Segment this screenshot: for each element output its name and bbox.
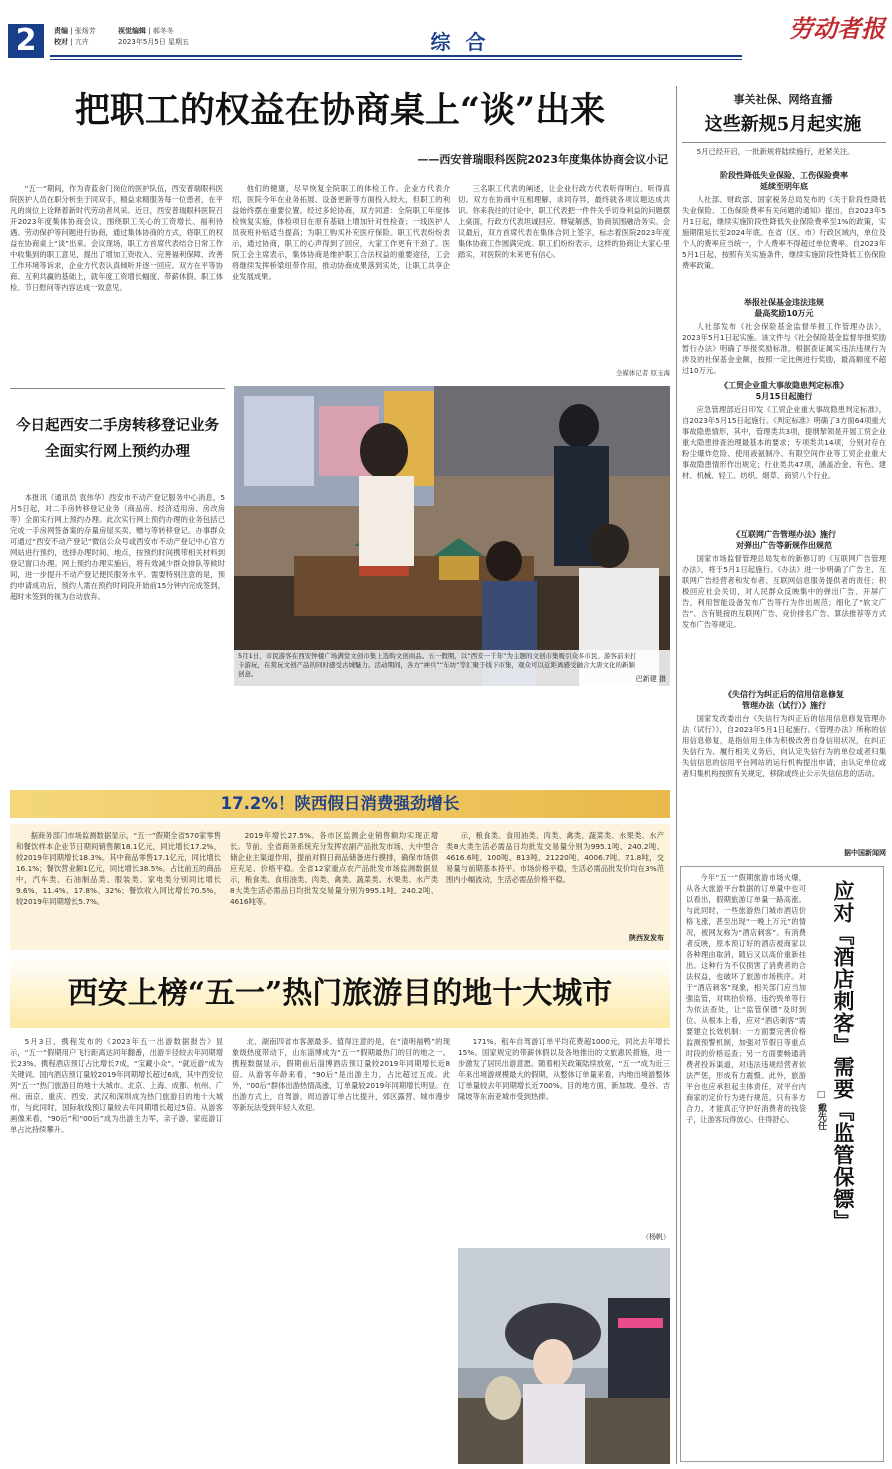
sidebar-p3-text: 应急管理部近日印发《工贸企业重大事故隐患判定标准》，自2023年5月15日起施行。《判定标准》明确了3方面64项重大事故隐患情形，其中，管理类共3项，提纲挈领是开展工贸企业重大隐患排查治理最基本的要求；专项类共14项，分别对存在粉尘爆炸危险、使用液氨制冷、有限空间作业等工贸企业重大事故隐患情形作出规定；行业类共47项，涵盖冶金、有色、建材、机械、轻工、纺织、烟草、商贸八个行业。	[682, 405, 886, 480]
lead-col-2-text: 他们的健康，尽早恢复全院职工的体检工作。企业方代表介绍，医院今年在业务拓展、设备更新等方面投入较大，但职工的利益始终摆在重要位置。经过多轮协商，双方同意：全院职工年度体检恢复实施，体检项目在原有基础上增加针对性检查；一线医护人员夜班补贴适当提高；为职工购买补充医疗保险。职工代表纷纷表示，通过协商，职工的心声得到了回应，大家工作更有干劲了。医院工会主席表示，集体协商是维护职工合法权益的重要途径，工会将继续发挥桥梁纽带作用，推动协商成果落到实处，让职工共享企业发展成果。	[232, 184, 450, 281]
opinion-author: □ 戴先任	[816, 1090, 826, 1131]
credits-block-2: 视觉编辑 | 郝冬冬 2023年5月5日 星期五	[118, 27, 189, 46]
sidebar-p5	[682, 713, 886, 845]
performer-photo	[458, 1248, 670, 1464]
story3-col-2	[230, 830, 438, 944]
paper-logo: 劳动者报	[789, 14, 885, 43]
sidebar-h4-line1: 《互联网广告管理办法》施行	[732, 530, 836, 539]
editor-name: 张炀芳	[74, 27, 96, 35]
story2-body	[10, 492, 225, 745]
sidebar-kicker: 事关社保、网络直播	[733, 93, 833, 106]
sidebar-title: 这些新规5月起实施	[704, 114, 862, 135]
lead-subtitle: ——西安普瑞眼科医院2023年度集体协商会议小记	[417, 153, 668, 166]
story4-col-1	[10, 1036, 223, 1464]
story2-top-rule	[10, 388, 225, 389]
credits-block: 责编 | 张炀芳 校对 | 亢卉	[54, 27, 96, 46]
section-name: 综 合	[430, 30, 490, 54]
market-photo	[234, 386, 670, 686]
design-name: 郝冬冬	[152, 27, 174, 35]
performer-photo-illustration	[458, 1248, 670, 1464]
sidebar-h5-line1: 《失信行为纠正后的信用信息修复	[724, 690, 844, 699]
photo-credit: 巴新建 摄	[635, 675, 666, 683]
story4-title: 西安上榜“五一”热门旅游目的地十大城市	[67, 976, 613, 1011]
proof-name: 亢卉	[74, 38, 89, 46]
sidebar-p4	[682, 553, 886, 685]
design-label: 视觉编辑	[118, 27, 146, 35]
opinion-body-text: 今年“五一”假期旅游市场火爆，从各大旅游平台数据的订单量中也可以看出，假期旅游订单量一路高涨。与此同时，一些旅游热门城市酒店价格飞涨，甚至出现“一晚上万元”的情况，被网友称为“酒店刺客”。有消费者反映，原本预订好的酒店被商家以各种理由取消，随后又以高价重新挂出。这种行为不仅损害了消费者的合法权益，也破坏了旅游市场秩序。对于“酒店刺客”现象，相关部门应当加强监管，对哄抬价格、违约毁单等行为依法查处，让“监管保镖”及时到位。从根本上看，应对“酒店刺客”需要建立长效机制：一方面要完善价格监测预警机制，加强对节假日等重点时段的价格巡查；另一方面要畅通消费者投诉渠道，对违法违规经营者依法严惩，形成有力震慑。此外，旅游平台也应承担起主体责任，对平台内商家的定价行为进行规范。只有多方合力，才能真正守护好消费者的钱袋子，让游客玩得放心、住得舒心。	[686, 873, 806, 1124]
story4-col-1-text: 5月3日，携程发布的《2023年五一出游数据报告》显示，“五一”假期用户飞行距离达同年翻番，出游半径较去年同期增长23%。携程酒店预订占比增长7成，“宝藏小众”、“就近游”成为关键词。国内酒店预订量较2019年同期增长超过6成，其中西安位列“五一”热门旅游目的地十大城市。北京、上海、成都、杭州、广州、南京、重庆、西安、武汉和深圳成为热门旅游目的地十大城市，与此同时，国际航线预订量较去年同期增长超过5倍。从游客画像来看，“90后”和“00后”成为出游主力军，亲子游、家庭游订单占比持续攀升。	[10, 1037, 223, 1134]
lead-title: 把职工的权益在协商桌上“谈”出来	[74, 90, 606, 131]
sidebar-h1-line1: 阶段性降低失业保险、工伤保险费率	[720, 171, 848, 180]
sidebar-p5-text: 国家发改委出台《失信行为纠正后的信用信息修复管理办法（试行）》，自2023年5月1日起施行。《管理办法》所称的信用信息修复，是指信用主体为积极改善自身信用状况，在纠正失信行为、履行相关义务后，向认定失信行为的单位或者归集失信信息的信用平台网站的运行机构提出申请，由认定单位或者归集机构按照有关规定，移除或终止公示失信信息的活动。	[682, 714, 886, 778]
story4-byline: （杨帆）	[642, 1233, 670, 1241]
market-photo-illustration	[234, 386, 670, 686]
story4-col-2	[232, 1036, 450, 1464]
sidebar-h2-line1: 举报社保基金违法违规	[744, 298, 824, 307]
sidebar-h3-line2: 5月15日起施行	[755, 392, 813, 401]
sidebar-p1-text: 人社部、财政部、国家税务总局发布的《关于阶段性降低失业保险、工伤保险费率有关问题的通知》提出，自2023年5月1日起，继续实施阶段性降低失业保险费率至1%的政策，实施期限延长至2024年底。在省（区、市）行政区域内，单位及个人的费率应当统一，个人费率不得超过单位费率。自2023年5月1日起，按照有关实施条件，继续实施阶段性降低工伤保险费率政策。	[682, 195, 886, 270]
story4-col-3-text: 171%。租车自驾游订单平均花费超1000元，同比去年增长15%。国家规定的带薪休假以及各地推出的文旅惠民措施，进一步激发了居民出游意愿。随着相关政策陆续放宽，“五一”成为近三年来出境游规模最大的假期，从整体订单量来看，内地出境游整体订单量较去年同期增长近700%。目的地方面，新加坡、曼谷、吉隆坡等东南亚城市受到热捧。	[458, 1037, 670, 1101]
sidebar-p1	[682, 194, 886, 293]
sidebar-h2-line2: 最高奖励10万元	[754, 309, 814, 318]
lead-col-1	[10, 183, 223, 381]
sidebar-p2-text: 人社部发布《社会保险基金监督举报工作管理办法》，2023年5月1日起实施。该文件与《社会保险基金监督举报奖励暂行办法》明确了举报奖励标准，根据查证属实违法违规行为涉及的社保基金金额，按照一定比例进行奖励，最高额度不超过10万元。	[682, 322, 886, 375]
story3-col-1-text: 据商务部门市场监测数据显示，“五一”假期全省570家零售和餐饮样本企业节日期间销售额18.1亿元，同比增长17.2%，较2019年同期增长18.3%。其中商品零售17.1亿元，同比增长16.1%；餐饮营业额1亿元，同比增长38.5%。占比前五的商品中，汽车类、石油制品类、服装类、家电类分别同比增长9.6%、11.4%、17.8%、32%；餐饮收入同比增长70.5%，较2019年同期增长5.7%。	[16, 831, 221, 906]
lead-col-3-text: 三名职工代表的阐述，让企业行政方代表听得明白、听得真切。双方在协商中互相理解、求同存异，最终就各项议题达成共识。你来我往的讨论中，职工代表把一件件关乎切身利益的问题摆上桌面，行政方代表坦诚回应、释疑解惑，协商氛围融洽务实。会议最后，双方首席代表在集体合同上签字，标志着医院2023年度集体协商工作圆满完成。职工们纷纷表示，这样的协商让大家心里踏实，对医院的未来更有信心。	[458, 184, 670, 259]
lead-col-2	[232, 183, 450, 381]
story3-col-1	[16, 830, 221, 944]
issue-date: 2023年5月5日 星期五	[118, 38, 189, 46]
editor-label: 责编	[54, 27, 68, 35]
story2-title-line2: 全面实行网上预约办理	[45, 443, 190, 460]
story4-col-3	[458, 1036, 670, 1232]
photo-caption: 5月1日，市民游客在西安钟楼广场满堂文创市集上选购文创商品。五一假期，以“西安一千年”为主题的文创市集吸引众多市民、游客前来打卡游玩，在赏玩文创产品的同时感受古城魅力。活动期间，各方“神兵”“车坊”等汇聚于线下市集，观众可以近距离感受融合大唐文化的新颖创意。	[238, 652, 637, 678]
sidebar-p4-text: 国家市场监督管理总局发布的新修订的《互联网广告管理办法》，将于5月1日起施行。《办法》进一步明确了广告主、互联网广告经营者和发布者、互联网信息服务提供者的责任；积极回应社会关切，对人民群众反映集中的弹出广告、开屏广告，利用智能设备发布广告等行为作出规范；细化了“软文广告”、含有链接的互联网广告、竞价排名广告、算法推荐等方式发布广告等规定。	[682, 554, 886, 629]
story3-col-3-text: 示，粮食类、食用油类、肉类、禽类、蔬菜类、水果类、水产类8大类生活必需品日均批发交易量分别为995.1吨、240.2吨、4616.6吨、100吨、813吨、21220吨、4006.7吨、71.8吨，交易量与前期基本持平。市场价格平稳，生活必需品批发价均在3%范围内小幅波动，生活必需品价格平稳。	[446, 831, 664, 884]
proof-label: 校对	[54, 38, 68, 46]
sidebar-p3	[682, 404, 886, 525]
sidebar-title-rule	[682, 142, 886, 143]
opinion-headline: 应对『酒店刺客』需要『监管保镖』	[831, 880, 856, 1232]
sidebar-h4-line2: 对弹出广告等新规作出规范	[736, 541, 832, 550]
lead-col-3	[458, 183, 670, 369]
masthead	[0, 0, 892, 70]
masthead-rule-thin	[50, 59, 742, 60]
sidebar-h5-line2: 管理办法（试行）》施行	[742, 701, 826, 710]
sidebar-h1-line2: 延续至明年底	[760, 182, 808, 191]
lead-col-1-text: “五一”期间，作为青蓝舍门岗位的医护队伍，西安普瑞眼科医院医护人员在职分析坐于同双手，精益求精服务每一位患者，在平凡的岗位上诠释着新时代劳动者风采。近日，西安普瑞眼科医院召开2023年度集体协商会议，围绕职工关心的工资增长、福利待遇、劳动保护等问题进行协商，通过集体协商的方式，将职工的权益在协商桌上“谈”出来。会议现场，职工方首席代表结合日常工作中收集到的职工意见，提出了增加工资收入、完善福利保障、改善工作环境等诉求，企业方代表认真倾听并逐一回应。双方在平等协商、互利共赢的基础上，就年度工资增长幅度、带薪休假、职工体检、节日慰问等内容达成一致意见。	[10, 184, 223, 292]
story2-body-text: 本报讯（通讯员 袁伟华）西安市不动产登记服务中心消息，5月5日起，对二手房转移登记业务（商品房、经济适用房、房改房等）全面实行网上预约办理。此次实行网上预约办理的业务包括已完成一手房网签备案的存量房屋买卖、赠与等转移登记。办事群众可通过“西安不动产登记”微信公众号或西安市不动产登记中心官方网站进行预约，选择办理时间、地点，按预约时间携带相关材料到登记窗口办理。网上预约办理实施后，将有效减少群众排队等候时间，进一步提升不动产登记便民服务水平。需要特别注意的是，预约申请成功后，预约人需在预约时间段开始前15分钟内完成签到，超时未签到的视为自动放弃。	[10, 493, 225, 601]
sidebar-h3-line1: 《工贸企业重大事故隐患判定标准》	[720, 381, 848, 390]
story3-title: 17.2%！陕西假日消费强劲增长	[220, 794, 460, 813]
story3-byline: 陕西发发布	[629, 934, 664, 942]
sidebar-intro-text: 5月已经开启，一批新规将陆续施行，赶紧关注。	[696, 147, 855, 156]
story3-col-3	[446, 830, 664, 930]
page-number: 2	[15, 23, 37, 58]
masthead-rule	[50, 55, 742, 57]
story3-col-2-text: 2019年增长27.5%。各市区监测企业销售额均实现正增长。节前，全省商务系统充分发挥农副产品批发市场、大中型合储企业主渠道作用，提前对假日商品储备进行摸排，确保市场供应充足、价格平稳。全省12家重点农产品批发市场监测数据显示，粮食类、食用油类、肉类、禽类、蔬菜类、水果类、水产类8大类生活必需品日均批发交易量分别为995.1吨、240.2吨、4616吨等。	[230, 831, 438, 906]
sidebar-divider	[676, 86, 677, 1464]
story4-col-2-text: 北、湖南四省市客源最多。值得注意的是，在“清明福鸭”的现象级热度带动下，山东淄博成为“五一”假期最热门的目的地之一。携程数据显示，假期前后淄博酒店预订量较2019年同期增长近8倍。从游客年龄来看，“90后”是出游主力，占比超过五成。此外，“00后”群体出游热情高涨，订单量较2019年同期增长明显。在出游方式上，自驾游、周边游订单占比提升，郊区露营、城市漫步等新玩法受到年轻人欢迎。	[232, 1037, 450, 1112]
sidebar-intro	[682, 146, 886, 168]
story2-title-line1: 今日起西安二手房转移登记业务	[16, 417, 219, 434]
opinion-body	[686, 872, 806, 1456]
sidebar-p2	[682, 321, 886, 376]
sidebar-byline: 据中国新闻网	[844, 849, 886, 857]
lead-byline: 全媒体记者 原玉海	[615, 369, 670, 377]
